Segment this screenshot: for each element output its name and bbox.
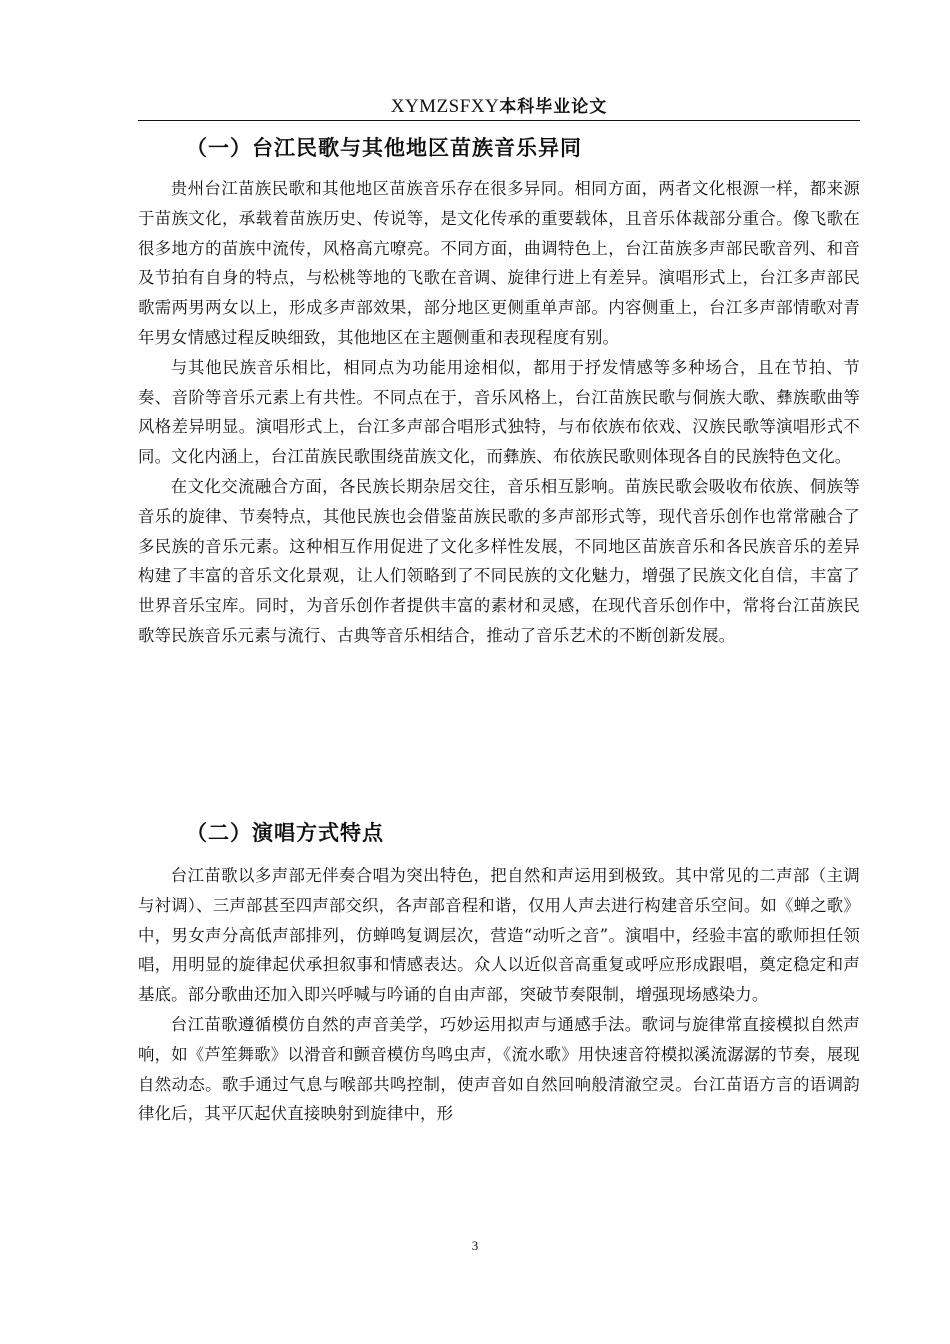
section-heading: （二）演唱方式特点: [186, 821, 384, 845]
paragraph: 台江苗歌以多声部无伴奏合唱为突出特色，把自然和声运用到极致。其中常见的二声部（主调与衬调）、三声部甚至四声部交织，各声部音程和谐，仅用人声去进行构建音乐空间。如《蝉之歌》中，男女声分高低声部排列，仿蝉鸣复调层次，营造“动听之音”。演唱中，经验丰富的歌师担任领唱，用明显的旋律起伏承担叙事和情感表达。众人以近似音高重复或呼应形成跟唱，奠定稳定和声基底。部分歌曲还加入即兴呼喊与吟诵的自由声部，突破节奏限制，增强现场感染力。: [138, 866, 860, 1005]
paragraph: 在文化交流融合方面，各民族长期杂居交往，音乐相互影响。苗族民歌会吸收布依族、侗族等音乐的旋律、节奏特点，其他民族也会借鉴苗族民歌的多声部形式等，现代音乐创作也常常融合了多民族的音乐元素。这种相互作用促进了文化多样性发展，不同地区苗族音乐和各民族音乐的差异构建了丰富的音乐文化景观，让人们领略到了不同民族的文化魅力，增强了民族文化自信，丰富了世界音乐宝库。同时，为音乐创作者提供丰富的素材和灵感，在现代音乐创作中，常将台江苗族民歌等民族音乐元素与流行、古典等音乐相结合，推动了音乐艺术的不断创新发展。: [138, 476, 860, 645]
running-header: [138, 92, 860, 121]
paragraph: 与其他民族音乐相比，相同点为功能用途相似，都用于抒发情感等多种场合，且在节拍、节奏、音阶等音乐元素上有共性。不同点在于，音乐风格上，台江苗族民歌与侗族大歌、彝族歌曲等风格差异明显。演唱形式上，台江多声部合唱形式独特，与布依族布依戏、汉族民歌等演唱形式不同。文化内涵上，台江苗族民歌围绕苗族文化，而彝族、布依族民歌则体现各自的民族特色文化。: [138, 357, 860, 467]
section-2: [138, 818, 860, 1129]
page-number: 3: [471, 1238, 479, 1253]
paragraph: 台江苗歌遵循模仿自然的声音美学，巧妙运用拟声与通感手法。歌词与旋律常直接模拟自然声响，如《芦笙舞歌》以滑音和颤音模仿鸟鸣虫声，《流水歌》用快速音符模拟溪流潺潺的节奏，展现自然动态。歌手通过气息与喉部共鸣控制，使声音如自然回响般清澈空灵。台江苗语方言的语调韵律化后，其平仄起伏直接映射到旋律中，形: [138, 1014, 860, 1124]
header-title: 本科毕业论文: [499, 97, 608, 117]
header-latin: XYMZSFXY: [390, 96, 500, 117]
section-heading: （一）台江民歌与其他地区苗族音乐异同: [186, 136, 582, 160]
paragraph: 贵州台江苗族民歌和其他地区苗族音乐存在很多异同。相同方面，两者文化根源一样，都来源于苗族文化，承载着苗族历史、传说等，是文化传承的重要载体，且音乐体裁部分重合。像飞歌在很多地方的苗族中流传，风格高亢嘹亮。不同方面，曲调特色上，台江苗族多声部民歌音列、和音及节拍有自身的特点，与松桃等地的飞歌在音调、旋律行进上有差异。演唱形式上，台江多声部民歌需两男两女以上，形成多声部效果，部分地区更侧重单声部。内容侧重上，台江多声部情歌对青年男女情感过程反映细致，其他地区在主题侧重和表现程度有别。: [138, 179, 860, 347]
section-1: [138, 133, 860, 651]
